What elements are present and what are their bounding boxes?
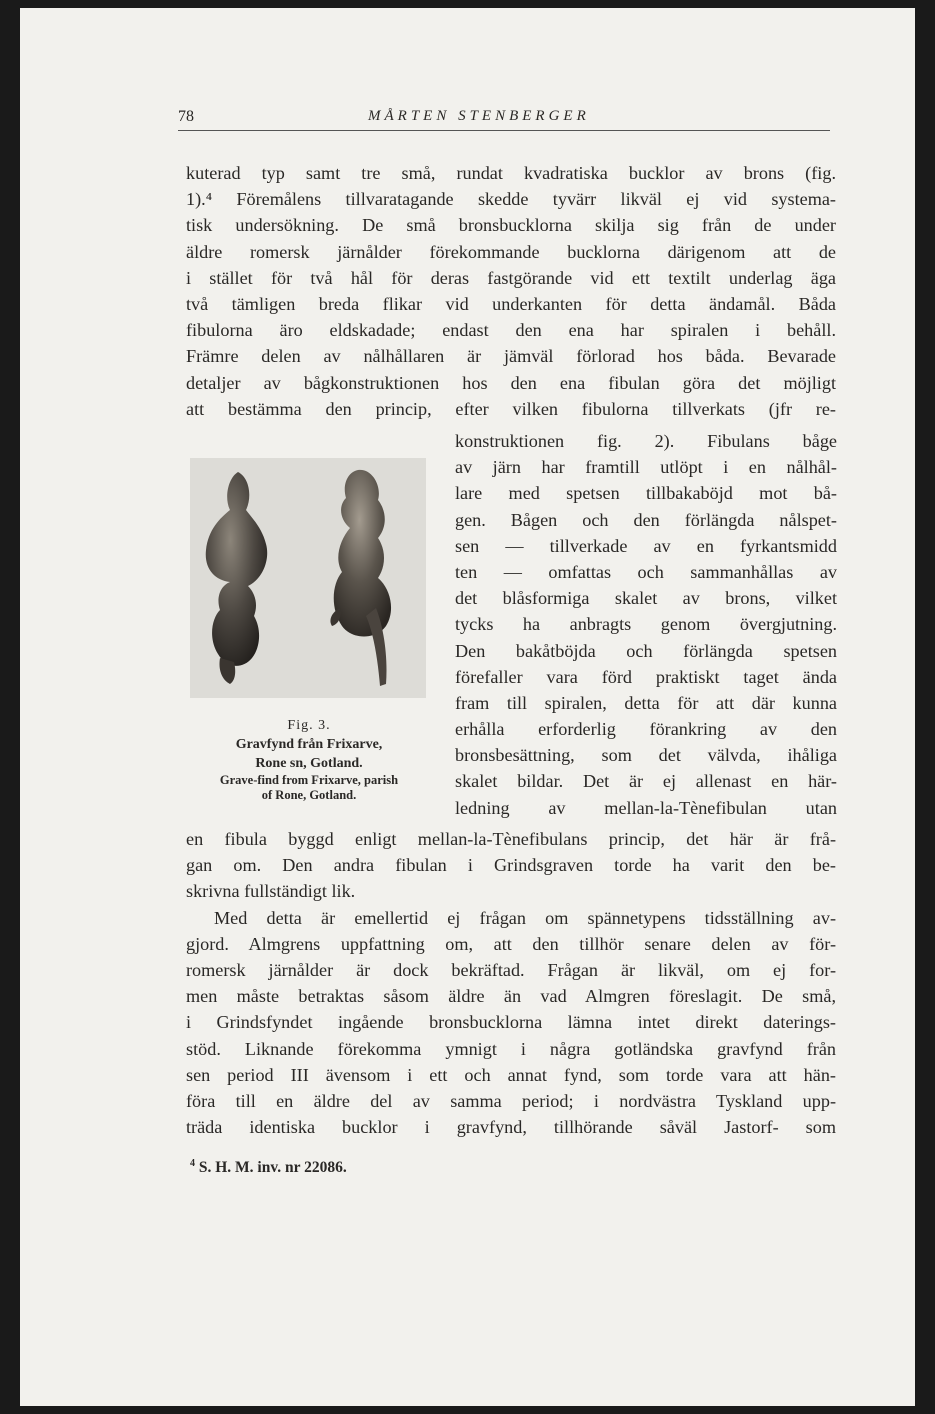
text-line: fram till spiralen, detta för att där kunna <box>455 692 837 713</box>
text-line: en fibula byggd enligt mellan-la-Tènefibulans princip, det här är frå- <box>186 829 836 849</box>
text-line: romersk järnålder är dock bekräftad. Frågan är likväl, om ej for- <box>186 959 836 980</box>
text-line: detaljer av bågkonstruktionen hos den ena fibulan göra det möjligt <box>186 372 836 393</box>
text-line: två tämligen breda flikar vid underkanten för detta ändamål. Båda <box>186 293 836 314</box>
text-line: stöd. Liknande förekomma ymnigt i några gotländska gravfynd från <box>186 1038 836 1059</box>
text-line: ten — omfattas och sammanhållas av <box>455 561 837 582</box>
figure-photo <box>190 458 426 698</box>
text-line: Den bakåtböjda och förlängda spetsen <box>455 640 837 661</box>
text-line: gen. Bågen och den förlängda nålspet- <box>455 509 837 530</box>
text-line: kuterad typ samt tre små, rundat kvadratiska bucklor av brons (fig. <box>186 163 836 183</box>
text-line: lare med spetsen tillbakaböjd mot bå- <box>455 483 837 504</box>
text-line: men måste betraktas såsom äldre än vad Almgren föreslagit. De små, <box>186 986 836 1007</box>
text-line: i Grindsfyndet ingående bronsbucklorna lämna intet direkt daterings- <box>186 1012 836 1033</box>
footnote-text: S. H. M. inv. nr 22086. <box>195 1159 347 1177</box>
text-line: fibulorna äro eldskadade; endast den ena har spiralen i behåll. <box>186 320 836 341</box>
body-text-bottom <box>186 826 836 1140</box>
text-line: träda identiska bucklor i gravfynd, tillhörande såväl Jastorf- som <box>186 1117 836 1138</box>
footnote <box>190 1158 347 1177</box>
text-line: erhålla erforderlig förankring av den <box>455 719 837 740</box>
text-line: i stället för två hål för deras fastgörande vid ett textilt underlag äga <box>186 267 836 288</box>
page-number: 78 <box>178 108 194 125</box>
text-line: förefaller vara förd praktiskt taget ända <box>455 666 837 687</box>
figure-caption <box>176 716 442 803</box>
text-line: äldre romersk järnålder förekommande bucklorna därigenom att de <box>186 241 836 262</box>
text-line: gan om. Den andra fibulan i Grindsgraven torde ha varit den be- <box>186 855 836 876</box>
text-line: 1).⁴ Föremålens tillvaratagande skedde tyvärr likväl ej vid systema- <box>186 189 836 210</box>
caption-english-line: of Rone, Gotland. <box>261 788 357 802</box>
text-line: sen — tillverkade av en fyrkantsmidd <box>455 535 837 556</box>
text-line: ledning av mellan-la-Tènefibulan utan <box>455 797 837 818</box>
text-line: att bestämma den princip, efter vilken fibulorna tillverkats (jfr re- <box>186 398 836 419</box>
running-head: MÅRTEN STENBERGER <box>368 108 590 124</box>
text-line: tisk undersökning. De små bronsbucklorna skilja sig från de under <box>186 215 836 236</box>
text-line: föra till en äldre del av samma period; i nordvästra Tyskland upp- <box>186 1090 836 1111</box>
caption-english-line: Grave-find from Frixarve, parish <box>219 773 399 787</box>
text-line: skrivna fullständigt lik. <box>186 881 356 902</box>
text-line: sen period III ävensom i ett och annat fynd, som torde vara att hän- <box>186 1064 836 1085</box>
body-text-top <box>186 160 836 422</box>
text-line: Med detta är emellertid ej frågan om spännetypens tidsställning av- <box>214 907 836 928</box>
caption-swedish-line: Gravfynd från Frixarve, <box>235 737 383 752</box>
text-line: bronsbesättning, som det välvda, ihåliga <box>455 745 837 766</box>
text-line: skalet bildar. Det är ej allenast en här- <box>455 771 837 792</box>
text-line: det blåsformiga skalet av brons, vilket <box>455 588 837 609</box>
text-line: tycks ha anbragts genom övergjutning. <box>455 614 837 635</box>
text-line: gjord. Almgrens uppfattning om, att den tillhör senare delen av för- <box>186 933 836 954</box>
text-line: konstruktionen fig. 2). Fibulans båge <box>455 431 837 451</box>
caption-swedish-line: Rone sn, Gotland. <box>255 756 363 771</box>
page-header <box>178 106 830 131</box>
text-line: Främre delen av nålhållaren är jämväl förlorad hos båda. Bevarade <box>186 346 836 367</box>
footnote-marker: 4 <box>190 1158 195 1169</box>
figure-number: Fig. 3. <box>287 718 331 733</box>
fibula-photo-image <box>190 458 426 698</box>
body-text-beside-figure <box>455 428 837 821</box>
text-line: av järn har framtill utlöpt i en nålhål- <box>455 457 837 478</box>
